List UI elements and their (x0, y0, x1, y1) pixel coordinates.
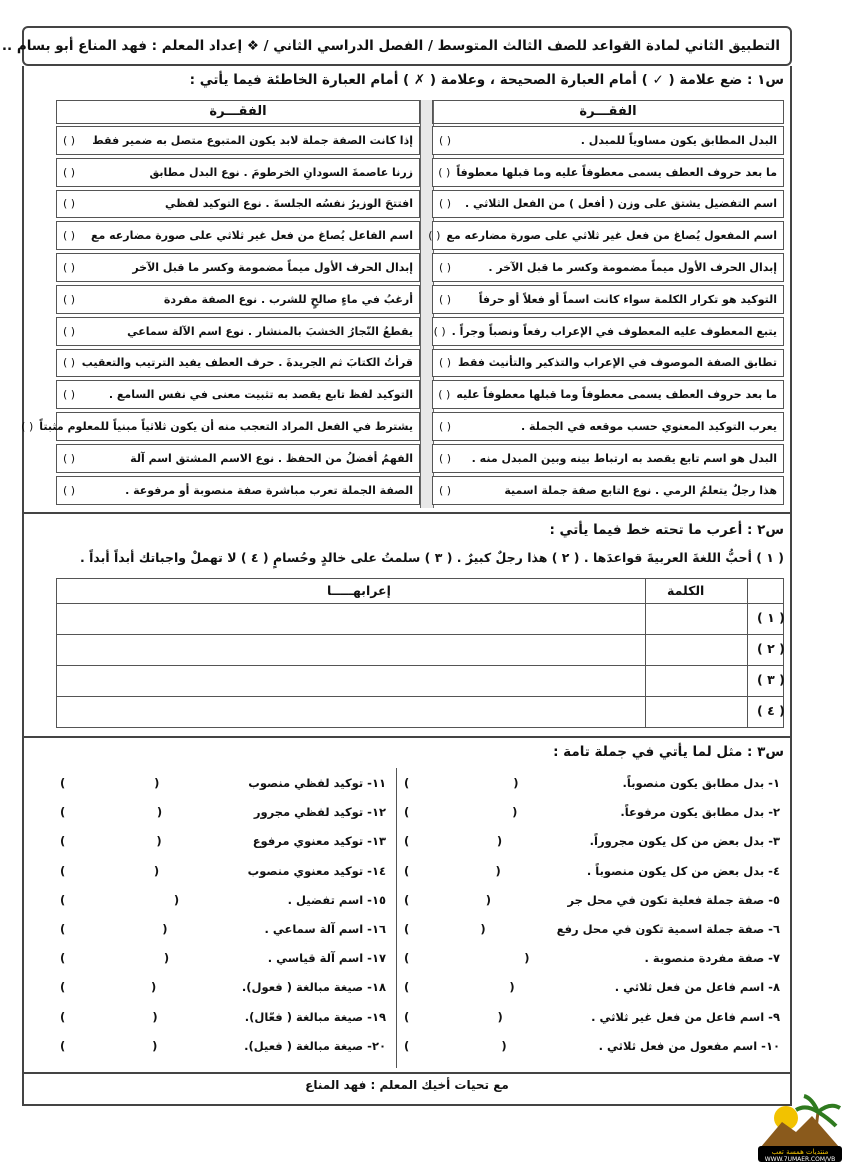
q3-bracket-open: ( (496, 834, 503, 849)
q2-q3-separator (22, 736, 792, 738)
q2-row-number: ( ٣ ) (757, 672, 785, 687)
q2-row-number: ( ٤ ) (757, 703, 785, 718)
q1-answer-bracket[interactable]: ( ) (438, 165, 451, 179)
header-text: التطبيق الثاني لمادة القواعد للصف الثالث المتوسط / الفصل الدراسي الثاني / ❖ إعداد المعلم : فهد المناع أبو بسام .. (1, 38, 780, 54)
q1-statement-text: التوكيد لفظ تابع يقصد به تثبيت معنى في نفس السامع . (108, 388, 413, 402)
q3-bracket-close: ) (404, 863, 410, 878)
q1-statement (432, 126, 784, 155)
q1-answer-bracket[interactable]: ( ) (63, 292, 76, 306)
q1-statement (432, 253, 784, 282)
q3-bracket-open: ( (153, 863, 160, 878)
q2-row-number: ( ١ ) (757, 610, 785, 625)
q1-statement (428, 221, 784, 250)
q3-exercise-label: ١٢- توكيد لفظي مجرور (253, 805, 386, 820)
q1-statement-text: الفهمُ أفضلُ من الحفظ . نوع الاسم المشتق اسم آلة (130, 451, 413, 465)
q1-statement (56, 317, 420, 346)
q3-exercise-item[interactable] (404, 951, 780, 965)
q3-exercise-item[interactable] (60, 864, 386, 878)
q1-statement (56, 476, 420, 505)
q1-statement-text: ما بعد حروف العطف يسمى معطوفاً وما قبلها معطوفاً عليه (456, 388, 777, 402)
q1-statement (56, 349, 420, 378)
q3-exercise-item[interactable] (404, 893, 780, 907)
q3-exercise-label: ٧- صفة مفردة منصوبة . (644, 951, 780, 966)
q1-statement (56, 190, 420, 219)
q3-bracket-open: ( (156, 805, 163, 820)
q3-bracket-close: ) (404, 892, 410, 907)
q3-exercise-item[interactable] (404, 864, 780, 878)
q1-answer-bracket[interactable]: ( ) (63, 197, 76, 211)
q1-answer-bracket[interactable]: ( ) (439, 356, 452, 370)
q3-bracket-open: ( (512, 805, 518, 820)
q3-bracket-close: ) (404, 1009, 410, 1024)
q3-bracket-close: ) (404, 922, 410, 936)
q1-statement (56, 380, 420, 409)
q1-answer-bracket[interactable]: ( ) (439, 420, 452, 434)
q3-exercise-item[interactable] (60, 776, 386, 790)
q1-statement-text: يقطعُ النّجارُ الخشبَ بالمنشار . نوع اسم الآلة سماعي (127, 324, 413, 338)
q1-statement-text: زرنا عاصمةَ السودانِ الخرطومَ . نوع البدل مطابق (149, 165, 413, 179)
q1-statement (432, 190, 784, 219)
q1-answer-bracket[interactable]: ( ) (63, 261, 76, 275)
q3-exercise-item[interactable] (404, 980, 780, 994)
forum-logo (756, 1092, 844, 1164)
q3-exercise-label: ١٨- صيغة مبالغة ( فعول). (241, 980, 386, 995)
q3-bracket-open: ( (156, 834, 162, 849)
q3-bracket-close: ) (404, 776, 410, 790)
q1-statement-text: اسم التفضيل يشتق على وزن ( أفعل ) من الفعل الثلاثي . (464, 197, 777, 211)
q2-col-parse: إعرابهـــــا (327, 583, 391, 598)
q3-exercise-label: ١٧- اسم آلة قياسي . (267, 951, 386, 966)
q1-answer-bracket[interactable]: ( ) (439, 451, 452, 465)
q1-statement-text: إبدال الحرف الأول ميماً مضمومة وكسر ما قبل الآخر (132, 261, 413, 275)
q3-exercise-label: ١٦- اسم آلة سماعي . (264, 922, 386, 936)
q2-word-cell[interactable] (645, 665, 747, 696)
worksheet-header (1, 26, 792, 66)
q2-answer-cell[interactable] (57, 603, 645, 634)
q1-answer-bracket[interactable]: ( ) (63, 451, 76, 465)
q1-statement (56, 221, 420, 250)
q3-exercise-label: ٦- صفة جملة اسمية تكون في محل رفع (556, 922, 780, 936)
q1-statement-text: إذا كانت الصفة جملة لابد يكون المتبوع متصل به ضمير فقط (92, 133, 413, 147)
q2-answer-cell[interactable] (57, 634, 645, 665)
q3-exercise-item[interactable] (404, 1039, 780, 1053)
q1-statement (56, 444, 420, 473)
q1-answer-bracket[interactable]: ( ) (63, 388, 76, 402)
q2-table-col-divider (747, 579, 748, 727)
q3-bracket-open: ( (173, 892, 180, 907)
q3-bracket-close: ) (404, 834, 410, 849)
q1-answer-bracket[interactable]: ( ) (439, 483, 452, 497)
q3-exercise-label: ١٩- صيغة مبالغة ( فعّال). (244, 1009, 386, 1024)
q3-exercise-label: ١٤- توكيد معنوي منصوب (247, 863, 386, 878)
q1-answer-bracket[interactable]: ( ) (63, 165, 76, 179)
q1-statement (432, 285, 784, 314)
q3-exercise-item[interactable] (60, 951, 386, 965)
q2-answer-cell[interactable] (57, 696, 645, 727)
q1-answer-bracket[interactable]: ( ) (433, 324, 446, 338)
q3-bracket-close: ) (60, 834, 66, 849)
q3-bracket-close: ) (60, 922, 66, 936)
q1-statement-text: أرغبُ في ماءٍ صالحٍ للشرب . نوع الصفة مفردة (163, 292, 413, 306)
q3-bracket-open: ( (509, 980, 515, 995)
q3-title: س٣ : مثل لما يأتي في جملة تامة : (553, 744, 784, 760)
q1-statement-text: هذا رجلٌ يتعلمُ الرمي . نوع التابع صفة جملة اسمية (504, 483, 777, 497)
q1-left-column-header: الفقـــرة (56, 100, 420, 124)
q1-statement-text: يعرب التوكيد المعنوي حسب موقعه في الجملة . (521, 420, 777, 434)
q1-answer-bracket[interactable]: ( ) (428, 229, 441, 243)
q1-statement-text: إبدال الحرف الأول ميماً مضمومة وكسر ما قبل الآخر . (488, 261, 777, 275)
q3-bracket-close: ) (60, 805, 66, 820)
q1-answer-bracket[interactable]: ( ) (438, 388, 451, 402)
q1-statement-text: افتتحَ الوزيرُ نفسُه الجلسةَ . نوع التوكيد لفظي (164, 197, 413, 211)
q1-answer-bracket[interactable]: ( ) (63, 324, 76, 338)
q1-right-column-header: الفقـــرة (432, 100, 784, 124)
q3-exercise-item[interactable] (60, 922, 386, 936)
q3-bracket-open: ( (513, 776, 519, 790)
q3-bracket-open: ( (150, 980, 157, 995)
q3-exercise-item[interactable] (60, 980, 386, 994)
q1-answer-bracket[interactable]: ( ) (439, 197, 452, 211)
q1-statement (56, 285, 420, 314)
q1-statement-text: قرأتُ الكتابَ ثم الجريدةَ . حرف العطف يفيد الترتيب والتعقيب (81, 356, 413, 370)
q3-exercise-label: ١١- توكيد لفظي منصوب (248, 776, 386, 790)
q3-exercise-label: ٢- بدل مطابق يكون مرفوعاً. (620, 805, 780, 820)
q3-bracket-open: ( (524, 951, 530, 966)
q2-word-cell[interactable] (645, 696, 747, 727)
q3-bracket-close: ) (60, 892, 66, 907)
q3-footer-separator (22, 1072, 792, 1074)
q1-answer-bracket[interactable]: ( ) (439, 133, 452, 147)
q1-statement-text: يشترط في الفعل المراد التعجب منه أن يكون ثلاثياً مبنياً للمعلوم مثبتاً (39, 420, 413, 434)
q3-bracket-close: ) (404, 805, 410, 820)
q3-exercise-label: ١- بدل مطابق يكون منصوباً. (622, 776, 780, 790)
q3-exercise-label: ١٠- اسم مفعول من فعل ثلاثي . (598, 1038, 780, 1053)
q2-word-cell[interactable] (645, 634, 747, 665)
q1-statement (56, 126, 420, 155)
q1-statement-text: البدل المطابق يكون مساوياً للمبدل . (580, 133, 777, 147)
q3-exercise-item[interactable] (60, 1039, 386, 1053)
q3-bracket-open: ( (163, 951, 170, 966)
q3-bracket-close: ) (60, 1009, 66, 1024)
q3-bracket-open: ( (152, 1009, 158, 1024)
q3-bracket-open: ( (485, 892, 491, 907)
q1-statement (432, 158, 784, 187)
q1-statement (21, 412, 420, 441)
q2-word-cell[interactable] (645, 603, 747, 634)
q1-statement (432, 380, 784, 409)
q3-bracket-close: ) (404, 951, 410, 966)
q1-statement (432, 317, 784, 346)
q1-statement-text: ما بعد حروف العطف يسمى معطوفاً عليه وما قبلها معطوفاً (456, 165, 777, 179)
q3-exercise-item[interactable] (404, 805, 780, 819)
q3-exercise-label: ١٥- اسم تفضيل . (287, 892, 386, 907)
q3-exercise-item[interactable] (60, 893, 386, 907)
q3-exercise-label: ٤- بدل بعض من كل يكون منصوباً . (586, 863, 780, 878)
q1-statement-text: يتبع المعطوف عليه المعطوف في الإعراب رفعاً ونصباً وجراً . (451, 324, 777, 338)
q3-bracket-open: ( (501, 1038, 507, 1053)
q1-statement-text: اسم المفعول يُصاغ من فعل غير ثلاثي على صورة مضارعه مع (446, 229, 777, 243)
q2-title: س٢ : أعرب ما تحته خط فيما يأتي : (549, 522, 784, 538)
q3-exercise-item[interactable] (60, 805, 386, 819)
q1-statement-text: تطابق الصفة الموصوف في الإعراب والتذكير والتأنيث فقط (458, 356, 777, 370)
logo-url: WWW.7UMAER.COM/VB (764, 1156, 836, 1163)
q3-exercise-label: ٢٠- صيغة مبالغة ( فعيل). (244, 1038, 386, 1053)
logo-label: منتديات همسة تعب (771, 1148, 829, 1156)
q1-answer-bracket[interactable]: ( ) (63, 483, 76, 497)
q1-statement-text: البدل هو اسم تابع يقصد به ارتباط بينه وبين المبدل منه . (471, 451, 777, 465)
q1-statement (432, 476, 784, 505)
q3-bracket-open: ( (497, 1009, 503, 1024)
q3-exercise-label: ٨- اسم فاعل من فعل ثلاثي . (614, 980, 780, 995)
q1-answer-bracket[interactable]: ( ) (439, 292, 452, 306)
q2-parse-table (56, 578, 784, 728)
q1-q2-separator (22, 512, 792, 514)
q1-title: س١ : ضع علامة ( ✓ ) أمام العبارة الصحيحة ، وعلامة ( ✗ ) أمام العبارة الخاطئة فيما يأتي : (189, 72, 784, 88)
q3-bracket-close: ) (60, 776, 66, 790)
q3-exercise-item[interactable] (404, 776, 780, 790)
q3-column-divider (396, 768, 397, 1068)
q3-exercise-label: ٣- بدل بعض من كل يكون مجروراً. (589, 834, 780, 849)
q3-exercise-item[interactable] (60, 834, 386, 848)
q1-answer-bracket[interactable]: ( ) (21, 420, 34, 434)
q1-statement-text: الصفة الجملة تعرب مباشرة صفة منصوبة أو مرفوعة . (125, 483, 413, 497)
palm-sun-logo-icon (756, 1092, 844, 1164)
q2-col-word: الكلمة (667, 583, 705, 598)
q1-answer-bracket[interactable]: ( ) (63, 229, 76, 243)
q3-bracket-open: ( (162, 922, 168, 936)
q3-exercise-label: ٩- اسم فاعل من فعل غير ثلاثي . (591, 1009, 780, 1024)
q3-exercise-item[interactable] (404, 922, 780, 936)
q3-exercise-label: ١٣- توكيد معنوي مرفوع (252, 834, 386, 849)
q3-bracket-open: ( (152, 1038, 158, 1053)
q3-exercise-label: ٥- صفة جملة فعلية تكون في محل جر (567, 892, 780, 907)
q1-statement (56, 158, 420, 187)
q1-statement-text: التوكيد هو تكرار الكلمة سواء كانت اسماً أو فعلاً أو حرفاً (478, 292, 777, 306)
q1-statement (432, 412, 784, 441)
q1-answer-bracket[interactable]: ( ) (439, 261, 452, 275)
q3-bracket-close: ) (60, 863, 66, 878)
q3-exercise-item[interactable] (60, 1010, 386, 1024)
q3-bracket-close: ) (404, 1038, 410, 1053)
q3-bracket-close: ) (60, 951, 66, 966)
q2-row-number: ( ٢ ) (757, 641, 785, 656)
q2-answer-cell[interactable] (57, 665, 645, 696)
q1-answer-bracket[interactable]: ( ) (63, 356, 76, 370)
q3-exercise-item[interactable] (404, 834, 780, 848)
q3-bracket-close: ) (60, 980, 66, 995)
q3-bracket-open: ( (480, 922, 486, 936)
q3-exercise-item[interactable] (404, 1010, 780, 1024)
q3-bracket-close: ) (404, 980, 410, 995)
q1-statement (432, 349, 784, 378)
q3-bracket-open: ( (495, 863, 501, 878)
q2-sentences: ( ١ ) أحبُّ اللغةَ العربيةَ قواعدَها . ( ٢ ) هذا رجلٌ كبيرٌ . ( ٣ ) سلمتُ على خالدٍ وحُسامٍ ( ٤ ) لا تهملْ واجباتك أبداً أبداً . (80, 550, 784, 565)
q1-statement-text: اسم الفاعل يُصاغ من فعل غير ثلاثي على صورة مضارعه مع (90, 229, 413, 243)
q3-bracket-open: ( (154, 776, 160, 790)
q3-bracket-close: ) (60, 1038, 66, 1053)
footer-signature: مع تحيات أخيك المعلم : فهد المناع (305, 1078, 509, 1092)
q1-statement (432, 444, 784, 473)
q1-statement (56, 253, 420, 282)
q1-answer-bracket[interactable]: ( ) (63, 133, 76, 147)
